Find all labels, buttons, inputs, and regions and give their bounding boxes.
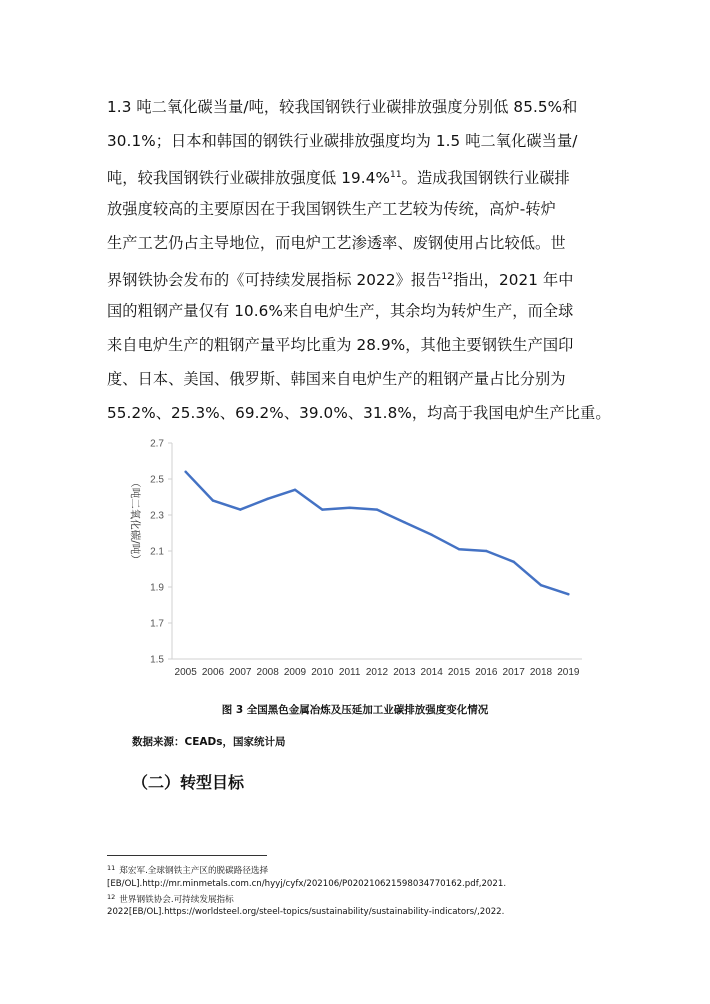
y-axis-label: （吨二氧化碳/吨） [129, 477, 141, 565]
x-tick-label: 2014 [420, 667, 443, 678]
text-run: 55.2%、25.3%、69.2%、39.0%、31.8%，均高于我国电炉生产比重。 [107, 404, 611, 422]
series-line [186, 472, 569, 594]
text-run: 国的粗钢产量仅有 10.6%来自电炉生产，其余均为转炉生产，而全球 [107, 302, 574, 320]
text-run: 。造成我国钢铁行业碳排 [401, 169, 570, 187]
text-run: 放强度较高的主要原因在于我国钢铁生产工艺较为传统，高炉-转炉 [107, 200, 556, 218]
x-tick-label: 2008 [256, 667, 279, 678]
footnote-link[interactable]: 2022[EB/OL].https://worldsteel.org/steel-topics/sustainability/sustainability-indicators/,2022. [107, 907, 505, 917]
y-tick-label: 1.5 [150, 654, 164, 666]
text-run: 生产工艺仍占主导地位，而电炉工艺渗透率、废钢使用占比较低。世 [107, 234, 566, 252]
text-line [107, 396, 611, 430]
data-point [184, 471, 186, 473]
text-run: 指出，2021 年中 [453, 271, 574, 289]
figure-caption: 图 3 全国黑色金属冶炼及压延加工业碳排放强度变化情况 [221, 704, 489, 716]
text-line [107, 90, 607, 124]
data-point [348, 507, 350, 509]
text-run: 度、日本、美国、俄罗斯、韩国来自电炉生产的粗钢产量占比分别为 [107, 370, 566, 388]
data-point [376, 508, 378, 510]
x-tick-label: 2016 [475, 667, 498, 678]
x-tick-label: 2010 [311, 667, 334, 678]
x-tick-label: 2019 [557, 667, 580, 678]
y-tick-label: 2.1 [150, 546, 164, 558]
footnote-12-url[interactable] [107, 907, 504, 917]
body-paragraph [107, 90, 611, 430]
text-line [107, 294, 607, 328]
section-heading: （二）转型目标 [132, 773, 245, 792]
data-point [321, 508, 323, 510]
data-point [266, 498, 268, 500]
footnote-number: 12 [107, 893, 116, 901]
data-point [430, 534, 432, 536]
footnote-11 [107, 864, 268, 876]
x-tick-label: 2007 [229, 667, 252, 678]
text-line [107, 158, 607, 192]
text-run: 30.1%；日本和韩国的钢铁行业碳排放强度均为 1.5 吨二氧化碳当量/ [107, 132, 578, 150]
y-tick-label: 2.3 [150, 510, 164, 522]
y-tick-label: 2.7 [150, 438, 164, 450]
text-line [107, 328, 607, 362]
text-line [107, 124, 607, 158]
data-point [294, 489, 296, 491]
data-point [239, 508, 241, 510]
text-line [107, 226, 607, 260]
data-source: 数据来源：CEADs，国家统计局 [132, 736, 286, 748]
data-point [403, 521, 405, 523]
data-point [485, 550, 487, 552]
x-tick-label: 2011 [338, 667, 361, 678]
x-tick-label: 2017 [502, 667, 525, 678]
text-run: 吨，较我国钢铁行业碳排放强度低 19.4% [107, 169, 390, 187]
data-point [212, 499, 214, 501]
footnote-ref[interactable]: 12 [441, 272, 454, 282]
x-tick-label: 2009 [283, 667, 307, 678]
data-point [512, 561, 514, 563]
y-tick-label: 1.9 [150, 582, 164, 594]
data-point [540, 584, 542, 586]
y-tick-label: 2.5 [150, 474, 164, 486]
text-run: 界钢铁协会发布的《可持续发展指标 2022》报告 [107, 271, 442, 289]
footnote-11-url[interactable] [107, 879, 506, 889]
text-run: 来自电炉生产的粗钢产量平均比重为 28.9%，其他主要钢铁生产国印 [107, 336, 574, 354]
x-tick-label: 2006 [201, 667, 225, 678]
text-line [107, 260, 607, 294]
x-tick-label: 2015 [447, 667, 471, 678]
footnote-number: 11 [107, 864, 116, 872]
x-tick-label: 2005 [174, 667, 197, 678]
line-chart [118, 432, 588, 687]
x-tick-label: 2018 [529, 667, 553, 678]
x-tick-label: 2012 [365, 667, 389, 678]
footnote-divider [107, 855, 267, 856]
footnote-text: 郑宏军.全球钢铁主产区的脱碳路径选择 [119, 866, 269, 876]
x-tick-label: 2013 [393, 667, 416, 678]
y-tick-label: 1.7 [150, 618, 164, 630]
text-line [107, 362, 607, 396]
footnote-link[interactable]: [EB/OL].http://mr.minmetals.com.cn/hyyj/cyfx/202106/P020210621598034770162.pdf,2021. [107, 879, 507, 889]
footnote-12 [107, 893, 234, 905]
data-point [458, 548, 460, 550]
text-run: 1.3 吨二氧化碳当量/吨，较我国钢铁行业碳排放强度分别低 85.5%和 [107, 98, 578, 116]
data-point [567, 593, 569, 595]
footnote-ref[interactable]: 11 [390, 170, 402, 180]
text-line [107, 192, 607, 226]
footnote-text: 世界钢铁协会.可持续发展指标 [119, 895, 234, 905]
